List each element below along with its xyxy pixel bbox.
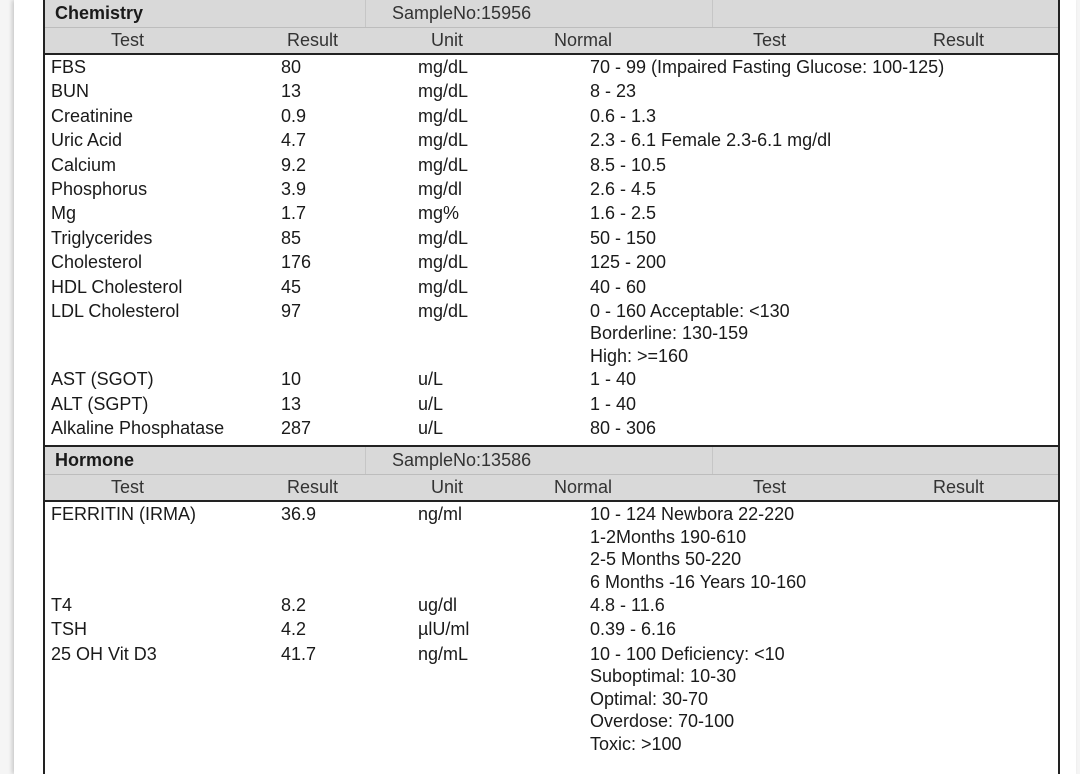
normal-range-line: 1 - 40 xyxy=(590,369,637,390)
header-divider xyxy=(365,447,366,474)
test-unit: mg% xyxy=(418,203,460,224)
test-result: 0.9 xyxy=(281,105,307,126)
test-unit: ug/dl xyxy=(418,595,458,615)
col-normal: Normal xyxy=(554,30,613,50)
test-name: Creatinine xyxy=(51,105,134,126)
normal-range xyxy=(590,393,636,416)
chemistry-section-header xyxy=(45,0,1058,28)
normal-range-line: Suboptimal: 10-30 xyxy=(590,666,737,687)
test-unit: mg/dL xyxy=(418,227,469,248)
table-row xyxy=(45,202,1058,226)
normal-range-line: Borderline: 130-159 xyxy=(590,323,749,344)
test-name: T4 xyxy=(51,595,73,615)
test-name: AST (SGOT) xyxy=(51,369,154,390)
test-unit: mg/dL xyxy=(418,300,469,321)
normal-range xyxy=(590,154,666,177)
test-result: 1.7 xyxy=(281,203,307,224)
chemistry-sample-number: SampleNo:15956 xyxy=(392,3,532,23)
test-result: 45 xyxy=(281,276,302,297)
normal-range xyxy=(590,56,944,79)
test-unit: mg/dL xyxy=(418,130,469,151)
test-result: 287 xyxy=(281,418,312,439)
col-test: Test xyxy=(111,477,145,497)
table-row xyxy=(45,618,1058,642)
col-result-2: Result xyxy=(933,477,985,497)
test-unit: u/L xyxy=(418,393,444,414)
normal-range-line: 40 - 60 xyxy=(590,276,647,297)
test-unit: u/L xyxy=(418,369,444,390)
col-result: Result xyxy=(287,30,339,50)
normal-range-line: 10 - 124 Newbora 22-220 xyxy=(590,504,795,524)
header-divider xyxy=(365,0,366,27)
test-unit: mg/dL xyxy=(418,276,469,297)
test-result: 9.2 xyxy=(281,154,307,175)
normal-range-line: 2.6 - 4.5 xyxy=(590,178,657,199)
normal-range-line: 2-5 Months 50-220 xyxy=(590,549,742,569)
normal-range-line: 0 - 160 Acceptable: <130 xyxy=(590,300,790,321)
table-row xyxy=(45,105,1058,129)
test-result: 13 xyxy=(281,393,302,414)
hormone-section-header xyxy=(45,447,1058,475)
test-result: 8.2 xyxy=(281,595,307,615)
normal-range-line: 1-2Months 190-610 xyxy=(590,526,747,547)
normal-range xyxy=(590,368,636,391)
test-name: Uric Acid xyxy=(51,130,123,151)
normal-range xyxy=(590,80,636,103)
normal-range-line: 80 - 306 xyxy=(590,418,657,439)
normal-range xyxy=(590,300,790,368)
hormone-title: Hormone xyxy=(55,450,135,470)
test-result: 4.2 xyxy=(281,619,307,640)
normal-range xyxy=(590,202,656,225)
normal-range-line: 4.8 - 11.6 xyxy=(590,595,665,615)
hormone-rows xyxy=(45,502,1058,756)
test-result: 80 xyxy=(281,57,302,77)
table-row xyxy=(45,594,1058,618)
test-result: 10 xyxy=(281,369,302,390)
test-result: 97 xyxy=(281,300,302,321)
table-row xyxy=(45,503,1058,594)
test-name: Alkaline Phosphatase xyxy=(51,418,225,439)
table-row xyxy=(45,227,1058,251)
test-result: 36.9 xyxy=(281,504,317,524)
test-result: 3.9 xyxy=(281,178,307,199)
normal-range-line: 0.6 - 1.3 xyxy=(590,105,657,126)
chemistry-column-header xyxy=(45,28,1058,55)
table-row xyxy=(45,178,1058,202)
test-result: 176 xyxy=(281,252,312,273)
table-row xyxy=(45,56,1058,80)
hormone-column-header xyxy=(45,475,1058,502)
normal-range xyxy=(590,178,656,201)
col-test-2: Test xyxy=(753,30,787,50)
normal-range-line: Overdose: 70-100 xyxy=(590,711,735,732)
test-name: FBS xyxy=(51,57,87,77)
col-result-2: Result xyxy=(933,30,985,50)
col-test: Test xyxy=(111,30,145,50)
normal-range xyxy=(590,251,666,274)
normal-range-line: 50 - 150 xyxy=(590,227,657,248)
normal-range-line: 6 Months -16 Years 10-160 xyxy=(590,571,807,592)
normal-range-line: 0.39 - 6.16 xyxy=(590,619,677,640)
table-row xyxy=(45,417,1058,441)
table-row xyxy=(45,643,1058,757)
test-name: Calcium xyxy=(51,154,117,175)
test-name: FERRITIN (IRMA) xyxy=(51,504,196,524)
test-name: TSH xyxy=(51,619,87,640)
lab-report xyxy=(43,0,1060,774)
test-unit: ng/mL xyxy=(418,643,469,664)
test-unit: mg/dL xyxy=(418,57,469,77)
col-test-2: Test xyxy=(753,477,787,497)
table-row xyxy=(45,300,1058,369)
chemistry-title: Chemistry xyxy=(55,3,144,23)
normal-range xyxy=(590,129,831,152)
normal-range xyxy=(590,618,676,641)
col-result: Result xyxy=(287,477,339,497)
normal-range xyxy=(590,105,656,128)
test-unit: mg/dL xyxy=(418,154,469,175)
normal-range-line: 70 - 99 (Impaired Fasting Glucose: 100-125) xyxy=(590,57,945,77)
chemistry-rows xyxy=(45,55,1058,447)
normal-range-line: 2.3 - 6.1 Female 2.3-6.1 mg/dl xyxy=(590,130,832,151)
header-divider xyxy=(712,447,713,474)
test-result: 4.7 xyxy=(281,130,307,151)
test-result: 85 xyxy=(281,227,302,248)
normal-range-line: 1.6 - 2.5 xyxy=(590,203,657,224)
normal-range-line: 8.5 - 10.5 xyxy=(590,154,667,175)
test-unit: mg/dL xyxy=(418,81,469,102)
hormone-sample-number: SampleNo:13586 xyxy=(392,450,532,470)
test-name: BUN xyxy=(51,81,90,102)
test-result: 41.7 xyxy=(281,643,317,664)
test-name: LDL Cholesterol xyxy=(51,300,180,321)
table-row xyxy=(45,368,1058,392)
normal-range-line: High: >=160 xyxy=(590,345,689,366)
normal-range xyxy=(590,276,646,299)
table-row xyxy=(45,80,1058,104)
col-unit: Unit xyxy=(431,30,464,50)
test-unit: ng/ml xyxy=(418,504,463,524)
test-unit: u/L xyxy=(418,418,444,439)
normal-range-line: 8 - 23 xyxy=(590,81,637,102)
normal-range-line: 125 - 200 xyxy=(590,252,667,273)
test-name: 25 OH Vit D3 xyxy=(51,643,157,664)
test-name: Mg xyxy=(51,203,77,224)
table-row xyxy=(45,393,1058,417)
test-unit: mg/dL xyxy=(418,252,469,273)
table-row xyxy=(45,251,1058,275)
test-result: 13 xyxy=(281,81,302,102)
normal-range xyxy=(590,594,665,617)
test-unit: µlU/ml xyxy=(418,619,470,640)
normal-range xyxy=(590,417,656,440)
table-row xyxy=(45,154,1058,178)
test-name: ALT (SGPT) xyxy=(51,393,149,414)
normal-range xyxy=(590,643,785,756)
normal-range-line: Toxic: >100 xyxy=(590,733,682,754)
normal-range-line: Optimal: 30-70 xyxy=(590,688,709,709)
col-normal: Normal xyxy=(554,477,613,497)
col-unit: Unit xyxy=(431,477,464,497)
test-name: HDL Cholesterol xyxy=(51,276,183,297)
header-divider xyxy=(712,0,713,27)
test-name: Phosphorus xyxy=(51,178,148,199)
normal-range xyxy=(590,227,656,250)
normal-range xyxy=(590,503,806,593)
test-unit: mg/dL xyxy=(418,105,469,126)
normal-range-line: 10 - 100 Deficiency: <10 xyxy=(590,643,785,664)
table-row xyxy=(45,129,1058,153)
test-name: Cholesterol xyxy=(51,252,143,273)
table-row xyxy=(45,276,1058,300)
test-unit: mg/dl xyxy=(418,178,463,199)
normal-range-line: 1 - 40 xyxy=(590,393,637,414)
test-name: Triglycerides xyxy=(51,227,153,248)
